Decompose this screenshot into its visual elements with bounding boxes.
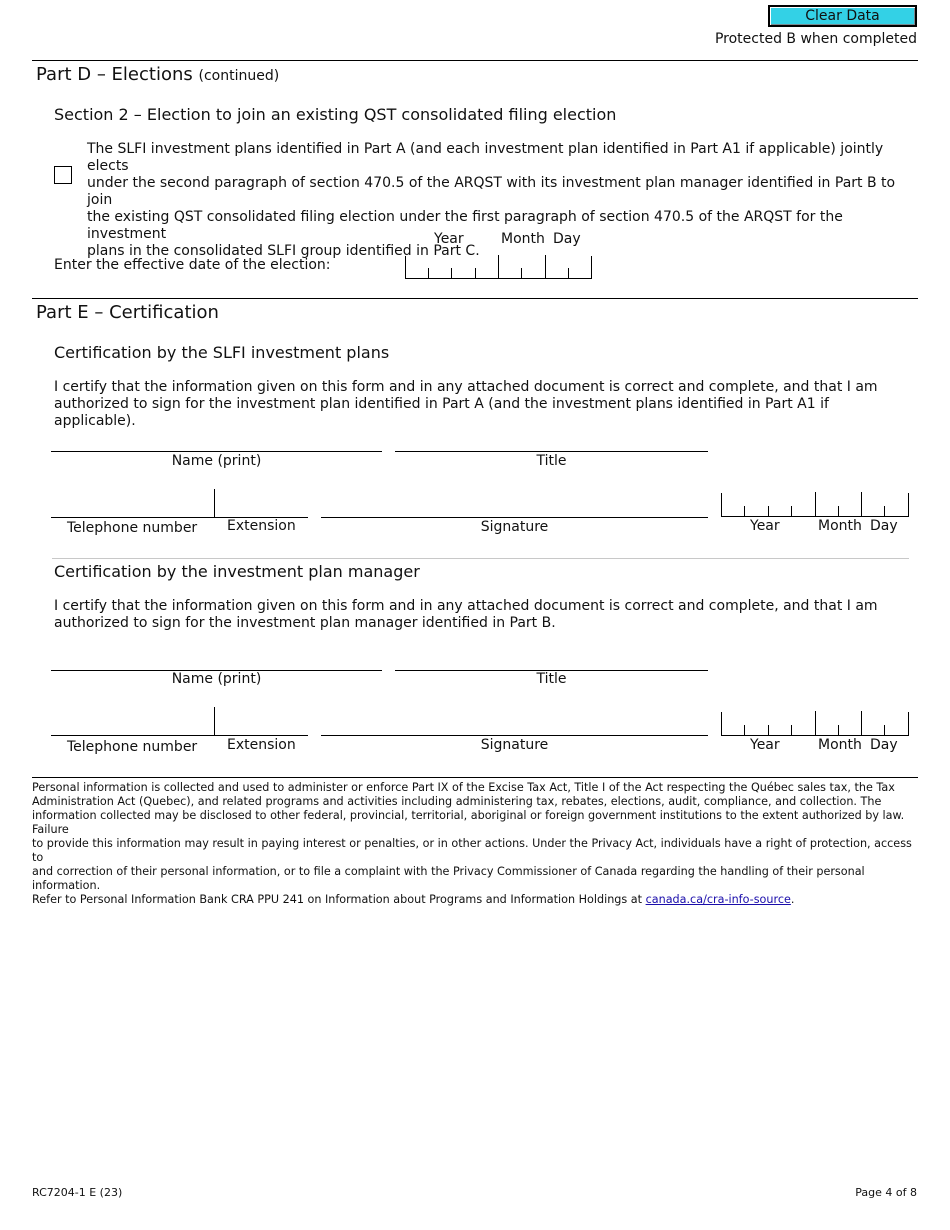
divider xyxy=(32,777,918,778)
effective-date-field[interactable] xyxy=(405,256,592,279)
telephone-label: Telephone number xyxy=(67,520,198,536)
name-label: Name (print) xyxy=(171,453,262,469)
section-2-title: Section 2 – Election to join an existing QST consolidated filing election xyxy=(54,105,617,124)
title-label: Title xyxy=(536,453,567,469)
month-label: Month xyxy=(501,231,545,247)
year-label: Year xyxy=(750,737,780,753)
extension-label: Extension xyxy=(227,518,296,534)
cra-info-source-link[interactable]: canada.ca/cra-info-source xyxy=(645,893,791,906)
extension-label: Extension xyxy=(227,737,296,753)
election-checkbox[interactable] xyxy=(54,166,72,184)
manager-certification-title: Certification by the investment plan manager xyxy=(54,562,420,581)
part-d-title: Part D – Elections (continued) xyxy=(36,64,280,85)
signature-label: Signature xyxy=(480,737,549,753)
month-label: Month xyxy=(818,518,862,534)
divider xyxy=(32,60,918,61)
election-text: The SLFI investment plans identified in Part A (and each investment plan identified in Part A1 if applicable) jointly elects under the second paragraph of section 470.5 of the ARQST with its investment plan manager identified in Part B to join the existing QST consolidated filing election under the first paragraph of section 470.5 of the ARQST for the investment plans in the consolidated SLFI group identified in Part C. xyxy=(87,141,896,259)
day-label: Day xyxy=(870,737,898,753)
divider xyxy=(32,298,918,299)
page-number: Page 4 of 8 xyxy=(855,1186,917,1199)
divider xyxy=(52,558,909,559)
part-e-title: Part E – Certification xyxy=(36,302,219,323)
telephone-label: Telephone number xyxy=(67,739,198,755)
name-field[interactable] xyxy=(51,451,382,452)
signature-label: Signature xyxy=(480,519,549,535)
title-field[interactable] xyxy=(395,451,708,452)
form-id: RC7204-1 E (23) xyxy=(32,1186,123,1199)
signature-field[interactable] xyxy=(321,517,708,518)
privacy-notice: Personal information is collected and used to administer or enforce Part IX of the Excise Tax Act, Title I of the Act respecting the Québec sales tax, the Tax Administration Act (Quebec), and related programs and activities including administering tax, rebates, elections, audit, compliance, and collection. The information collected may be disclosed to other federal, provincial, territorial, aboriginal or foreign government institutions to the extent authorized by law. Failure to provide this information may result in paying interest or penalties, or in other actions. Under the Privacy Act, individuals have a right of protection, access to and correction of their personal information, or to file a complaint with the Privacy Commissioner of Canada regarding the handling of their personal information. Refer to Personal Information Bank CRA PPU 241 on Information about Programs and Information Holdings at canada.ca/cra-info-source. xyxy=(32,781,912,906)
effective-date-label: Enter the effective date of the election: xyxy=(54,257,331,273)
name-label: Name (print) xyxy=(171,671,262,687)
manager-signature-date-field[interactable] xyxy=(721,712,909,736)
protected-notice: Protected B when completed xyxy=(714,31,917,47)
manager-certification-text: I certify that the information given on this form and in any attached document is correct and complete, and that I am authorized to sign for the investment plan manager identified in Part B. xyxy=(54,598,878,631)
telephone-field[interactable] xyxy=(51,735,308,736)
extension-divider xyxy=(214,707,215,735)
day-label: Day xyxy=(870,518,898,534)
extension-divider xyxy=(214,489,215,517)
year-label: Year xyxy=(750,518,780,534)
year-label: Year xyxy=(434,231,464,247)
signature-field[interactable] xyxy=(321,735,708,736)
day-label: Day xyxy=(553,231,581,247)
clear-data-button[interactable]: Clear Data xyxy=(768,5,917,27)
month-label: Month xyxy=(818,737,862,753)
title-label: Title xyxy=(536,671,567,687)
plans-signature-date-field[interactable] xyxy=(721,493,909,517)
plans-certification-text: I certify that the information given on this form and in any attached document is correct and complete, and that I am authorized to sign for the investment plan identified in Part A (and the investment plans identified in Part A1 if applicable). xyxy=(54,379,878,429)
plans-certification-title: Certification by the SLFI investment plans xyxy=(54,343,390,362)
